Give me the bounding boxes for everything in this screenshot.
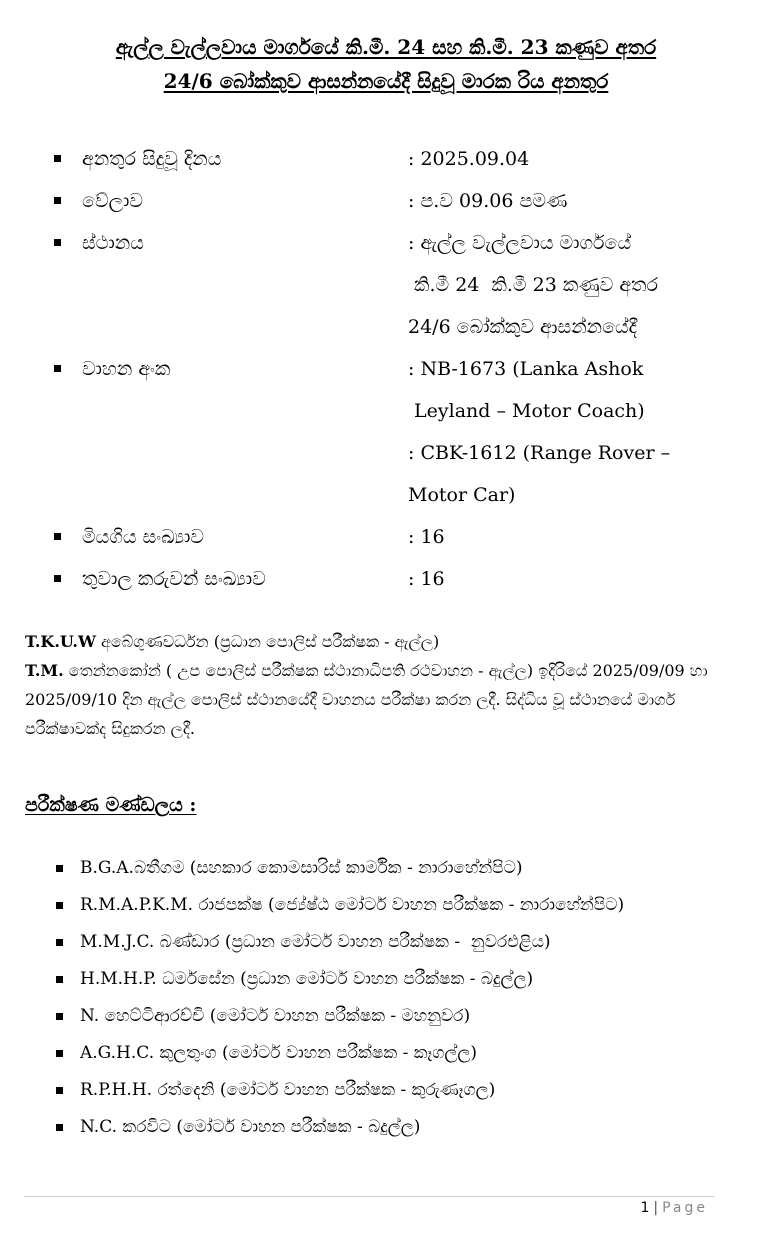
page-number: 1 (640, 1200, 650, 1216)
list-item (0, 961, 772, 998)
member-name: R.P.H.H. රත්දෙනි (මෝටර් වාහන පරීක්ෂක - කුරුණෑගල) (80, 1080, 496, 1100)
member-name: H.M.H.P. ධර්මසේන (ප්‍රධාන මෝටර් වාහන පරීක්ෂක - බදුල්ල) (80, 969, 534, 989)
bullet-icon (56, 1124, 63, 1131)
footer-divider (24, 1196, 714, 1197)
bullet-icon (54, 533, 61, 540)
bullet-icon (54, 365, 61, 372)
bullet-icon (54, 197, 61, 204)
detail-label: අනතුර සිදුවූ දිනය (82, 148, 222, 170)
list-item (0, 924, 772, 961)
officer-text-2: තෙන්නකෝන් ( උප පොලිස් පරීක්ෂක ස්ථානාධිපති රථවාහන - ඇල්ල) ඉදිරියේ 2025/09/09 හා 2025/09/10 දින ඇල්ල පොලිස් ස්ථානයේදී වාහනය පරීක්ෂා කරන ලදී. සිද්ධිය වූ ස්ථානයේ මාර්ග පරීක්ෂාවක්ද සිදුකරන ලදී. (25, 661, 708, 738)
detail-value: : 16 (408, 568, 445, 590)
list-item (0, 1109, 772, 1146)
detail-value: : CBK-1612 (Range Rover – (408, 442, 671, 464)
detail-label: ස්ථානය (82, 232, 144, 254)
bullet-icon (56, 1013, 63, 1020)
detail-row-date (0, 138, 772, 180)
detail-value: : NB-1673 (Lanka Ashok (408, 358, 644, 380)
detail-value: Motor Car) (408, 484, 516, 506)
bullet-icon (54, 155, 61, 162)
detail-label: වාහන අංක (82, 358, 171, 380)
bullet-icon (56, 1050, 63, 1057)
detail-row-time (0, 180, 772, 222)
member-name: N.C. කරවිට (මෝටර් වාහන පරීක්ෂක - බදුල්ල) (80, 1117, 421, 1137)
detail-row-location (0, 222, 772, 348)
list-item (0, 1035, 772, 1072)
officer-initials-1: T.K.U.W (25, 632, 96, 651)
bullet-icon (56, 976, 63, 983)
list-item (0, 850, 772, 887)
detail-row-deaths (0, 516, 772, 558)
detail-value: : ඇල්ල වැල්ලවාය මාර්ගයේ (408, 232, 632, 254)
committee-heading: පරීක්ෂණ මණ්ඩලය : (25, 794, 197, 816)
member-name: M.M.J.C. බණ්ඩාර (ප්‍රධාන මෝටර් වාහන පරීක්ෂක - නුවරඑළිය) (80, 932, 551, 952)
page-word: Page (662, 1200, 708, 1216)
detail-value: : 2025.09.04 (408, 148, 530, 170)
accident-details-list (0, 138, 772, 600)
bullet-icon (56, 865, 63, 872)
member-name: A.G.H.C. කුලතුංග (මෝටර් වාහන පරීක්ෂක - කෑගල්ල) (80, 1043, 477, 1063)
committee-members-list (0, 850, 772, 1146)
bullet-icon (54, 239, 61, 246)
title-line-2: 24/6 බෝක්කුව ආසන්නයේදී සිදුවූ මාරක රිය අනතුර (163, 69, 609, 93)
bullet-icon (54, 575, 61, 582)
detail-value: Leyland – Motor Coach) (408, 400, 645, 422)
officer-text-1: අබේගුණවර්ධන (ප්‍රධාන පොලිස් පරීක්ෂක - ඇල්ල) (95, 632, 440, 651)
bullet-icon (56, 1087, 63, 1094)
detail-label: වේලාව (82, 190, 144, 212)
detail-value: : 16 (408, 526, 445, 548)
detail-value: : ප.ව 09.06 පමණ (408, 190, 568, 212)
bullet-icon (56, 902, 63, 909)
detail-label: මියගිය සංඛ්‍යාව (82, 526, 205, 548)
officer-initials-2: T.M. (25, 661, 64, 680)
list-item (0, 998, 772, 1035)
member-name: R.M.A.P.K.M. රාජපක්ෂ (ජ්‍යේෂ්ඨ මෝටර් වාහන පරීක්ෂක - නාරාහේන්පිට) (80, 895, 625, 915)
page-footer (640, 1200, 708, 1216)
detail-row-vehicle-numbers (0, 348, 772, 516)
detail-label: තුවාල කරුවන් සංඛ්‍යාව (82, 568, 266, 590)
member-name: N. හෙට්ටිආරච්චි (මෝටර් වාහන පරීක්ෂක - මහනුවර) (80, 1006, 471, 1026)
inspection-paragraph (25, 627, 715, 743)
bullet-icon (56, 939, 63, 946)
detail-value: කි.මී 24 කි.මී 23 කණුව අතර (408, 274, 658, 296)
list-item (0, 1072, 772, 1109)
detail-value: 24/6 බෝක්කුව ආසන්නයේදී (408, 316, 638, 338)
member-name: B.G.A.බතීගම (සහකාර කොමසාරිස් කාර්මික - නාරාහේන්පිට) (80, 858, 523, 878)
footer-separator: | (653, 1200, 659, 1216)
detail-row-injured (0, 558, 772, 600)
document-title (20, 30, 752, 98)
list-item (0, 887, 772, 924)
title-line-1: ඇල්ල වැල්ලවාය මාර්ගයේ කි.මී. 24 සහ කි.මී. 23 කණුව අතර (115, 35, 657, 59)
